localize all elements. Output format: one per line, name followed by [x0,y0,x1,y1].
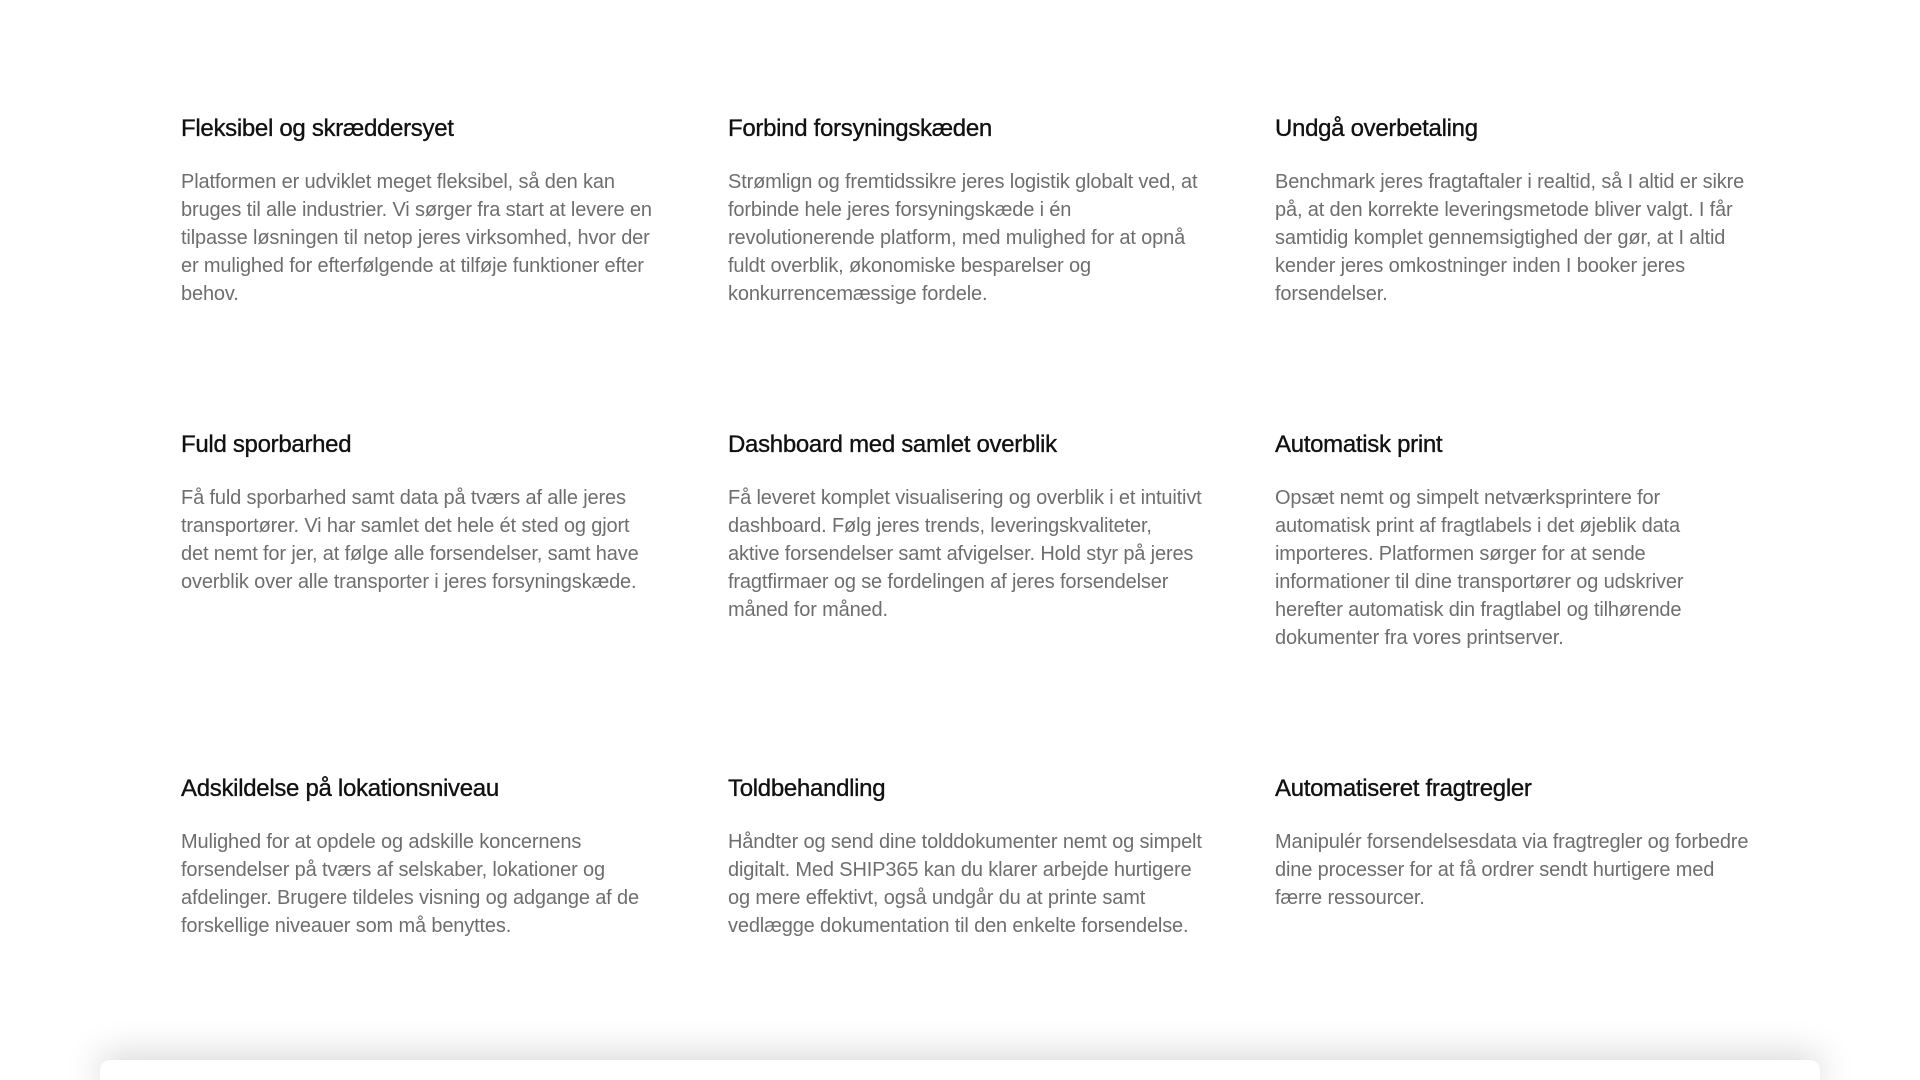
feature-auto-print [1275,430,1755,652]
feature-description: Opsæt nemt og simpelt netværksprintere for automatisk print af fragtlabels i det øjeblik data importeres. Platformen sørger for at sende informationer til dine transportører og udskriver herefter automatisk din fragtlabel og tilhørende dokumenter fra vores printserver. [1275,487,1684,649]
feature-tracking [181,430,661,596]
feature-title: Automatiseret fragtregler [1275,775,1532,802]
feature-title: Forbind forsyningskæden [728,115,992,142]
next-section-card-edge [100,1060,1820,1080]
feature-supply-chain [728,114,1208,308]
feature-location-separation [181,774,661,940]
feature-flexible [181,114,661,308]
feature-description: Benchmark jeres fragtaftaler i realtid, så I altid er sikre på, at den korrekte leveringsmetode bliver valgt. I får samtidig komplet gennemsigtighed der gør, at I altid kender jeres omkostninger inden I booker jeres forsendelser. [1275,171,1745,305]
feature-title: Fleksibel og skræddersyet [181,115,454,142]
feature-title: Fuld sporbarhed [181,431,352,458]
feature-title: Automatisk print [1275,431,1443,458]
feature-title: Undgå overbetaling [1275,115,1478,142]
feature-description: Få fuld sporbarhed samt data på tværs af alle jeres transportører. Vi har samlet det hele ét sted og gjort det nemt for jer, at følge alle forsendelser, samt have overblik over alle transporter i jeres forsyningskæde. [181,487,639,593]
feature-description: Manipulér forsendelsesdata via fragtregler og forbedre dine processer for at få ordrer sendt hurtigere med færre ressourcer. [1275,831,1749,909]
feature-description: Mulighed for at opdele og adskille koncernens forsendelser på tværs af selskaber, lokationer og afdelinger. Brugere tildeles visning og adgange af de forskellige niveauer som må benyttes. [181,831,639,937]
feature-title: Dashboard med samlet overblik [728,431,1057,458]
feature-description: Få leveret komplet visualisering og overblik i et intuitivt dashboard. Følg jeres trends, leveringskvaliteter, aktive forsendelser samt afvigelser. Hold styr på jeres fragtfirmaer og se fordelingen af jeres forsendelser måned for måned. [728,487,1202,621]
feature-avoid-overpayment [1275,114,1755,308]
feature-customs [728,774,1208,940]
feature-dashboard [728,430,1208,624]
feature-title: Adskildelse på lokationsniveau [181,775,499,802]
feature-freight-rules [1275,774,1755,912]
feature-description: Strømlign og fremtidssikre jeres logistik globalt ved, at forbinde hele jeres forsyningskæde i én revolutionerende platform, med mulighed for at opnå fuldt overblik, økonomiske besparelser og konkurrencemæssige fordele. [728,171,1198,305]
feature-description: Håndter og send dine tolddokumenter nemt og simpelt digitalt. Med SHIP365 kan du klarer arbejde hurtigere og mere effektivt, også undgår du at printe samt vedlægge dokumentation til den enkelte forsendelse. [728,831,1202,937]
feature-title: Toldbehandling [728,775,886,802]
feature-description: Platformen er udviklet meget fleksibel, så den kan bruges til alle industrier. Vi sørger fra start at levere en tilpasse løsningen til netop jeres virksomhed, hvor der er mulighed for efterfølgende at tilføje funktioner efter behov. [181,171,652,305]
